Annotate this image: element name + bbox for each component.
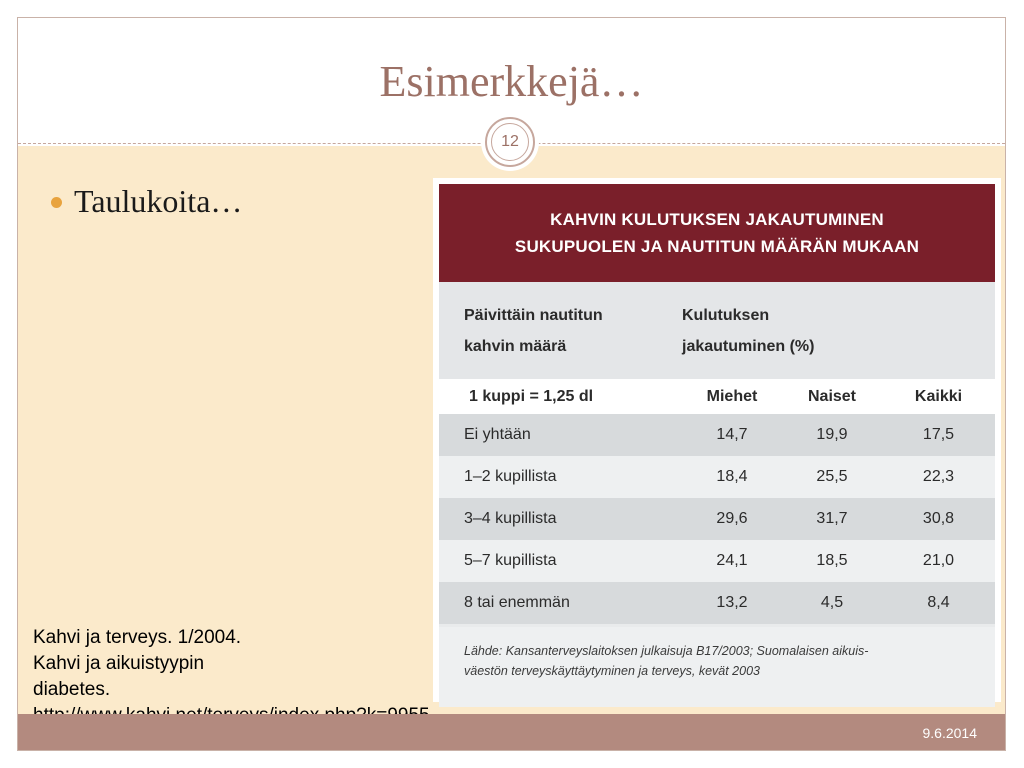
row-label: 1–2 kupillista [464, 468, 557, 485]
subheader-left-line1: Päivittäin nautitun [464, 306, 603, 324]
cell-kaikki: 8,4 [927, 594, 950, 611]
coffee-table [439, 184, 995, 696]
table-title-line1: KAHVIN KULUTUKSEN JAKAUTUMINEN [550, 210, 884, 229]
cell-kaikki: 30,8 [922, 510, 955, 527]
citation-line3: diabetes. [33, 679, 111, 700]
cell-miehet: 13,2 [716, 594, 748, 611]
table-row [439, 456, 995, 498]
subheader-right [682, 300, 814, 362]
citation-line1: Kahvi ja terveys. 1/2004. [33, 627, 242, 648]
row-label: 3–4 kupillista [464, 510, 557, 527]
cell-naiset: 25,5 [816, 468, 848, 485]
cell-kaikki: 22,3 [922, 468, 955, 485]
page-number-badge [485, 117, 535, 167]
table-image [433, 178, 1001, 702]
cell-miehet: 14,7 [716, 426, 748, 443]
citation-line2: Kahvi ja aikuistyypin [33, 653, 205, 674]
footer-bar [18, 714, 1005, 750]
table-row [439, 414, 995, 456]
table-row [439, 582, 995, 624]
cell-miehet: 24,1 [716, 552, 748, 569]
subheader-left-line2: kahvin määrä [464, 337, 567, 355]
cell-miehet: 18,4 [716, 468, 748, 485]
table-title [439, 184, 995, 282]
bullet-text: Taulukoita… [74, 183, 243, 219]
subheader-left [464, 300, 682, 362]
column-header-kaikki: Kaikki [914, 387, 963, 405]
table-subheader [439, 282, 995, 379]
cell-kaikki: 17,5 [922, 426, 955, 443]
table-row [439, 498, 995, 540]
cell-naiset: 4,5 [820, 594, 844, 611]
slide-title: Esimerkkejä… [379, 57, 644, 106]
page-number: 12 [491, 123, 529, 161]
bullet-dot-icon [51, 197, 62, 208]
table-row [439, 540, 995, 582]
subheader-right-line2: jakautuminen (%) [682, 337, 815, 355]
footer-date: 9.6.2014 [922, 725, 977, 741]
row-label: Ei yhtään [464, 426, 531, 443]
cell-naiset: 18,5 [816, 552, 848, 569]
cell-miehet: 29,6 [716, 510, 748, 527]
row-label: 5–7 kupillista [464, 552, 557, 569]
table-note-line2: väestön terveyskäyttäytyminen ja terveys, kevät 2003 [464, 664, 760, 678]
bullet-item [51, 183, 242, 220]
cell-kaikki: 21,0 [922, 552, 955, 569]
table-column-header-row [439, 379, 995, 414]
table-title-line2: SUKUPUOLEN JA NAUTITUN MÄÄRÄN MUKAAN [514, 237, 920, 256]
slide [17, 17, 1006, 751]
cell-naiset: 31,7 [816, 510, 848, 527]
column-header-miehet: Miehet [706, 387, 758, 405]
column-header-naiset: Naiset [807, 387, 857, 405]
subheader-right-line1: Kulutuksen [682, 306, 770, 324]
row-label: 8 tai enemmän [464, 594, 570, 611]
cell-naiset: 19,9 [816, 426, 848, 443]
table-note-line1: Lähde: Kansanterveyslaitoksen julkaisuja B17/2003; Suomalaisen aikuis- [464, 644, 869, 658]
column-header-unit: 1 kuppi = 1,25 dl [469, 387, 594, 405]
